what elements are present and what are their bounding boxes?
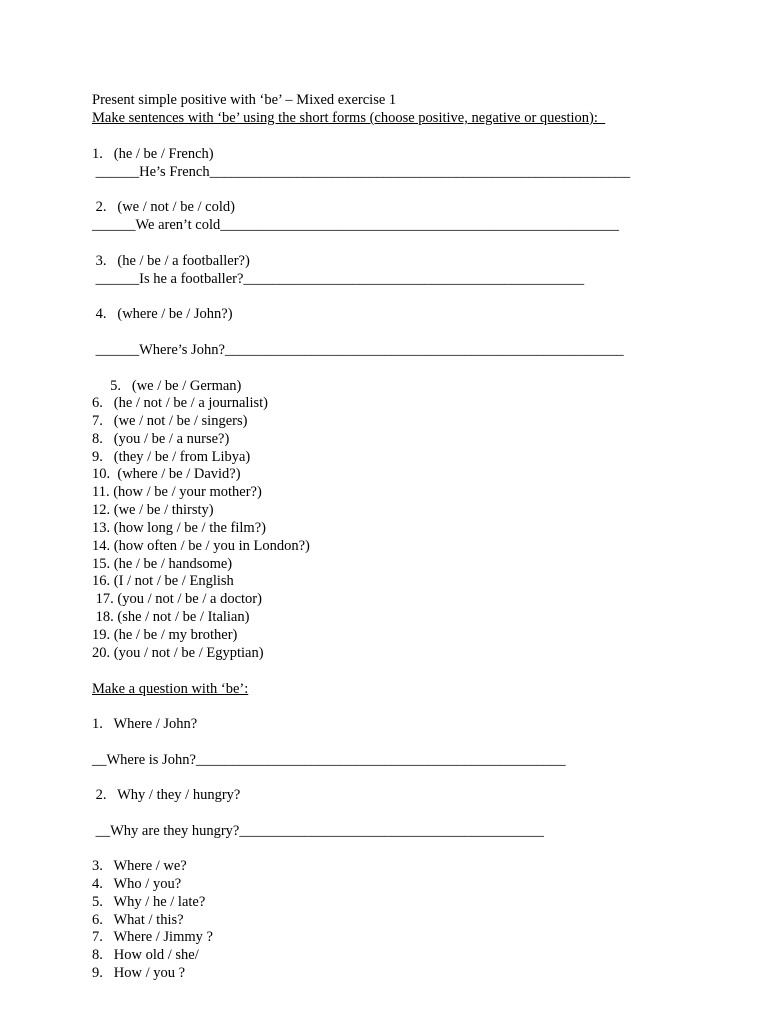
exercise-item: 18. (she / not / be / Italian) bbox=[92, 609, 250, 625]
exercise-item: 10. (where / be / David?) bbox=[92, 466, 241, 482]
exercise-item: 11. (how / be / your mother?) bbox=[92, 484, 262, 500]
exercise-item: 19. (he / be / my brother) bbox=[92, 627, 238, 643]
question-item: 4. Who / you? bbox=[92, 876, 182, 892]
question-item: 8. How old / she/ bbox=[92, 947, 199, 963]
question-item: 7. Where / Jimmy ? bbox=[92, 929, 213, 945]
example-prompt: 4. (where / be / John?) bbox=[92, 306, 233, 322]
exercise-item: 9. (they / be / from Libya) bbox=[92, 449, 251, 465]
instruction: Make sentences with ‘be’ using the short forms (choose positive, negative or question): bbox=[92, 110, 606, 126]
exercise-item: 20. (you / not / be / Egyptian) bbox=[92, 645, 264, 661]
exercise-item: 16. (I / not / be / English bbox=[92, 573, 234, 589]
section-heading: Make a question with ‘be’: bbox=[92, 681, 249, 697]
exercise-item: 7. (we / not / be / singers) bbox=[92, 413, 248, 429]
example-answer: ______Where’s John?_______________________________________________________ bbox=[92, 342, 624, 358]
question-item: 6. What / this? bbox=[92, 912, 184, 928]
example-prompt: 1. (he / be / French) bbox=[92, 146, 214, 162]
exercise-item: 6. (he / not / be / a journalist) bbox=[92, 395, 268, 411]
question-item: 9. How / you ? bbox=[92, 965, 186, 981]
exercise-item: 8. (you / be / a nurse?) bbox=[92, 431, 230, 447]
example-answer: __Where is John?___________________________________________________ bbox=[92, 752, 566, 768]
exercise-item: 14. (how often / be / you in London?) bbox=[92, 538, 310, 554]
exercise-item: 17. (you / not / be / a doctor) bbox=[92, 591, 262, 607]
example-prompt: 2. Why / they / hungry? bbox=[92, 787, 241, 803]
example-prompt: 3. (he / be / a footballer?) bbox=[92, 253, 250, 269]
example-prompt: 1. Where / John? bbox=[92, 716, 198, 732]
question-item: 5. Why / he / late? bbox=[92, 894, 206, 910]
question-item: 3. Where / we? bbox=[92, 858, 187, 874]
example-answer: ______We aren’t cold_______________________________________________________ bbox=[92, 217, 619, 233]
exercise-item: 5. (we / be / German) bbox=[92, 378, 242, 394]
exercise-item: 12. (we / be / thirsty) bbox=[92, 502, 214, 518]
exercise-item: 15. (he / be / handsome) bbox=[92, 556, 233, 572]
worksheet-title: Present simple positive with ‘be’ – Mixed exercise 1 bbox=[92, 92, 397, 108]
example-answer: __Why are they hungry?__________________________________________ bbox=[92, 823, 544, 839]
example-answer: ______He’s French__________________________________________________________ bbox=[92, 164, 631, 180]
example-prompt: 2. (we / not / be / cold) bbox=[92, 199, 235, 215]
exercise-item: 13. (how long / be / the film?) bbox=[92, 520, 266, 536]
example-answer: ______Is he a footballer?_______________________________________________ bbox=[92, 271, 585, 287]
